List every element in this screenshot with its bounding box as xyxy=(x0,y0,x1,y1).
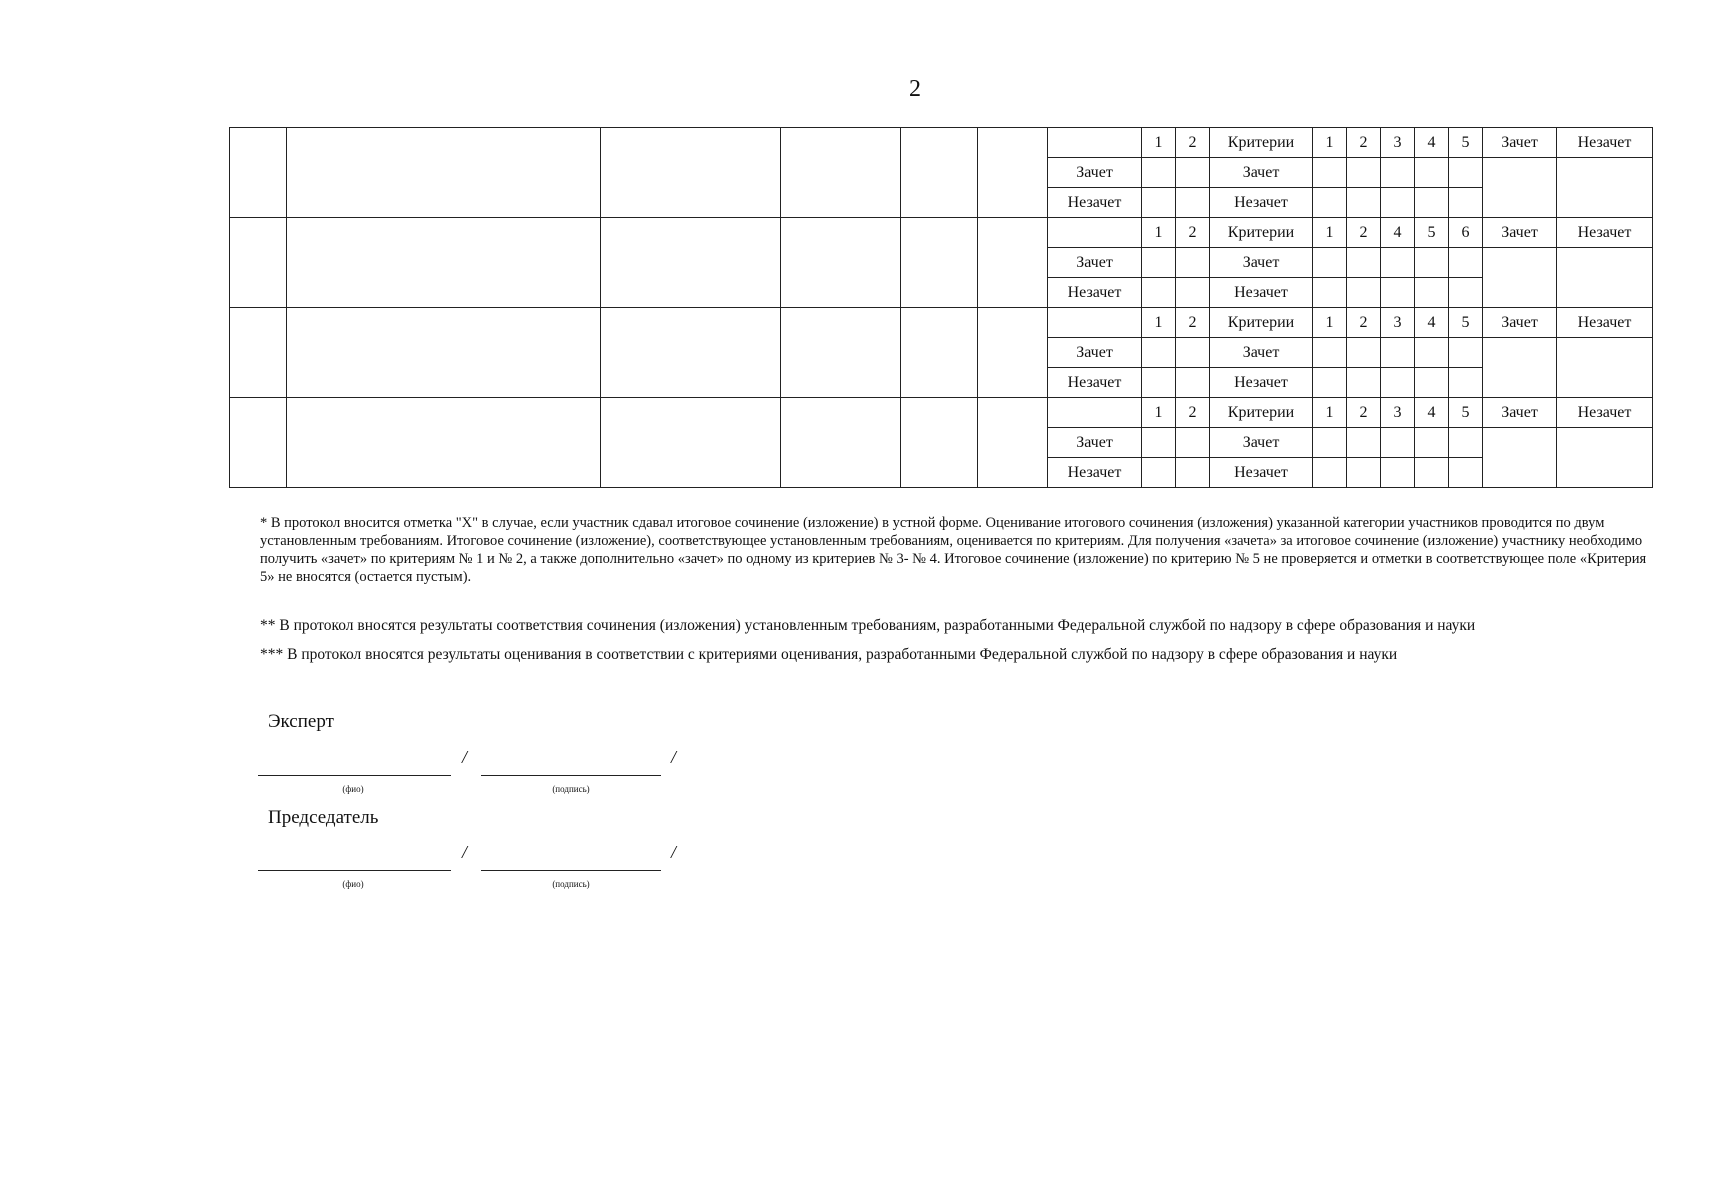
criteria-number: 4 xyxy=(1415,398,1449,428)
criteria-fail-label: Незачет xyxy=(1210,458,1313,488)
participant-field-4[interactable] xyxy=(781,128,901,218)
criteria-fail-mark[interactable] xyxy=(1415,278,1449,308)
criteria-fail-mark[interactable] xyxy=(1347,458,1381,488)
participant-field-4[interactable] xyxy=(781,308,901,398)
criteria-pass-mark[interactable] xyxy=(1313,338,1347,368)
criteria-pass-mark[interactable] xyxy=(1381,338,1415,368)
criteria-pass-mark[interactable] xyxy=(1449,428,1483,458)
result-fail-mark[interactable] xyxy=(1557,428,1653,488)
participant-field-1[interactable] xyxy=(230,398,287,488)
expert-label: Эксперт xyxy=(268,711,334,732)
criteria-fail-mark[interactable] xyxy=(1347,368,1381,398)
participant-field-3[interactable] xyxy=(601,128,781,218)
criteria-fail-mark[interactable] xyxy=(1415,188,1449,218)
criteria-fail-mark[interactable] xyxy=(1381,188,1415,218)
criteria-label: Критерии xyxy=(1210,308,1313,338)
participant-field-1[interactable] xyxy=(230,128,287,218)
criteria-fail-mark[interactable] xyxy=(1381,278,1415,308)
criteria-number: 5 xyxy=(1449,398,1483,428)
criteria-pass-mark[interactable] xyxy=(1415,248,1449,278)
criteria-label: Критерии xyxy=(1210,128,1313,158)
criteria-pass-mark[interactable] xyxy=(1415,158,1449,188)
requirement-fail-label: Незачет xyxy=(1048,458,1142,488)
requirement-fail-mark[interactable] xyxy=(1176,368,1210,398)
requirement-pass-mark[interactable] xyxy=(1176,158,1210,188)
criteria-number: 2 xyxy=(1347,218,1381,248)
chairman-slash-2: / xyxy=(671,842,677,862)
requirement-number: 1 xyxy=(1142,308,1176,338)
criteria-pass-label: Зачет xyxy=(1210,338,1313,368)
result-fail-mark[interactable] xyxy=(1557,158,1653,218)
criteria-pass-mark[interactable] xyxy=(1381,428,1415,458)
criteria-fail-mark[interactable] xyxy=(1449,458,1483,488)
criteria-pass-mark[interactable] xyxy=(1449,248,1483,278)
requirement-pass-mark[interactable] xyxy=(1142,428,1176,458)
requirement-pass-mark[interactable] xyxy=(1142,248,1176,278)
result-pass-header: Зачет xyxy=(1483,218,1557,248)
expert-signature-line[interactable] xyxy=(481,775,661,776)
requirement-fail-mark[interactable] xyxy=(1176,188,1210,218)
criteria-pass-mark[interactable] xyxy=(1347,248,1381,278)
criteria-pass-mark[interactable] xyxy=(1381,158,1415,188)
requirement-pass-mark[interactable] xyxy=(1142,338,1176,368)
criteria-pass-mark[interactable] xyxy=(1449,338,1483,368)
result-pass-header: Зачет xyxy=(1483,308,1557,338)
criteria-number: 2 xyxy=(1347,398,1381,428)
participant-field-4[interactable] xyxy=(781,218,901,308)
criteria-fail-mark[interactable] xyxy=(1449,278,1483,308)
requirement-number: 1 xyxy=(1142,218,1176,248)
criteria-number: 3 xyxy=(1381,128,1415,158)
requirement-number: 2 xyxy=(1176,218,1210,248)
criteria-fail-mark[interactable] xyxy=(1381,368,1415,398)
criteria-number: 5 xyxy=(1415,218,1449,248)
criteria-pass-mark[interactable] xyxy=(1381,248,1415,278)
chairman-slash-1: / xyxy=(462,842,468,862)
participant-field-6[interactable] xyxy=(978,128,1048,218)
criteria-number: 2 xyxy=(1347,308,1381,338)
participant-field-1[interactable] xyxy=(230,308,287,398)
protocol-table xyxy=(229,127,1653,488)
requirement-pass-label: Зачет xyxy=(1048,428,1142,458)
expert-name-caption: (фио) xyxy=(342,784,364,794)
requirement-fail-mark[interactable] xyxy=(1176,278,1210,308)
table-row xyxy=(230,218,1653,248)
requirement-fail-mark[interactable] xyxy=(1142,458,1176,488)
criteria-fail-mark[interactable] xyxy=(1313,368,1347,398)
criteria-number: 4 xyxy=(1415,308,1449,338)
criteria-pass-label: Зачет xyxy=(1210,428,1313,458)
criteria-number: 2 xyxy=(1347,128,1381,158)
criteria-pass-mark[interactable] xyxy=(1347,158,1381,188)
criteria-number: 5 xyxy=(1449,128,1483,158)
criteria-number: 4 xyxy=(1381,218,1415,248)
criteria-fail-label: Незачет xyxy=(1210,278,1313,308)
participant-field-6[interactable] xyxy=(978,308,1048,398)
requirement-corner-cell xyxy=(1048,218,1142,248)
requirement-number: 1 xyxy=(1142,128,1176,158)
participant-field-2[interactable] xyxy=(287,218,601,308)
requirement-pass-label: Зачет xyxy=(1048,158,1142,188)
requirement-fail-label: Незачет xyxy=(1048,188,1142,218)
criteria-fail-mark[interactable] xyxy=(1449,368,1483,398)
participant-field-5[interactable] xyxy=(901,398,978,488)
criteria-number: 3 xyxy=(1381,308,1415,338)
table-body xyxy=(230,128,1653,488)
participant-field-3[interactable] xyxy=(601,398,781,488)
footnote-requirements: ** В протокол вносятся результаты соответствия сочинения (изложения) установленным требованиям, разработанными Федеральной службой по надзору в сфере образования и науки xyxy=(260,617,1476,634)
table-row xyxy=(230,308,1653,338)
requirement-fail-mark[interactable] xyxy=(1142,368,1176,398)
result-pass-header: Зачет xyxy=(1483,128,1557,158)
result-fail-header: Незачет xyxy=(1557,218,1653,248)
requirement-number: 2 xyxy=(1176,128,1210,158)
criteria-pass-mark[interactable] xyxy=(1415,428,1449,458)
result-fail-mark[interactable] xyxy=(1557,338,1653,398)
requirement-number: 2 xyxy=(1176,398,1210,428)
criteria-fail-mark[interactable] xyxy=(1415,368,1449,398)
criteria-label: Критерии xyxy=(1210,218,1313,248)
expert-name-line[interactable] xyxy=(258,775,451,776)
participant-field-4[interactable] xyxy=(781,398,901,488)
expert-slash-2: / xyxy=(671,747,677,767)
requirement-fail-label: Незачет xyxy=(1048,278,1142,308)
chairman-name-line[interactable] xyxy=(258,870,451,871)
criteria-number: 1 xyxy=(1313,398,1347,428)
criteria-pass-mark[interactable] xyxy=(1313,158,1347,188)
criteria-fail-mark[interactable] xyxy=(1347,278,1381,308)
criteria-number: 1 xyxy=(1313,128,1347,158)
footnote-oral-form: * В протокол вносится отметка "Х" в случае, если участник сдавал итоговое сочинение (изложение) в устной форме. Оценивание итогового сочинения (изложения) указанной категории участников проводится по двум установленным требованиям. Итоговое сочинение (изложение), соответствующее установленным требованиям, оценивается по критериям. Для получения «зачета» за итоговое сочинение (изложение) участнику необходимо получить «зачет» по критериям № 1 и № 2, а также дополнительно «зачет» по одному из критериев № 3- № 4. Итоговое сочинение (изложение) по критерию № 5 не проверяется и отметки в соответствующее поле «Критерия 5» не вносятся (остается пустым). xyxy=(260,515,1647,585)
table-row xyxy=(230,398,1653,428)
participant-field-3[interactable] xyxy=(601,308,781,398)
result-fail-header: Незачет xyxy=(1557,128,1653,158)
result-pass-mark[interactable] xyxy=(1483,248,1557,308)
expert-slash-1: / xyxy=(462,747,468,767)
criteria-fail-mark[interactable] xyxy=(1347,188,1381,218)
criteria-pass-mark[interactable] xyxy=(1313,248,1347,278)
criteria-pass-mark[interactable] xyxy=(1415,338,1449,368)
participant-field-5[interactable] xyxy=(901,308,978,398)
chairman-signature-line[interactable] xyxy=(481,870,661,871)
result-pass-mark[interactable] xyxy=(1483,158,1557,218)
criteria-pass-mark[interactable] xyxy=(1313,428,1347,458)
participant-field-5[interactable] xyxy=(901,218,978,308)
requirement-corner-cell xyxy=(1048,308,1142,338)
criteria-number: 1 xyxy=(1313,308,1347,338)
requirement-pass-mark[interactable] xyxy=(1176,428,1210,458)
participant-field-1[interactable] xyxy=(230,218,287,308)
requirement-fail-mark[interactable] xyxy=(1142,188,1176,218)
result-pass-mark[interactable] xyxy=(1483,428,1557,488)
criteria-fail-mark[interactable] xyxy=(1313,188,1347,218)
chairman-signature-caption: (подпись) xyxy=(552,879,590,889)
chairman-name-caption: (фио) xyxy=(342,879,364,889)
criteria-number: 1 xyxy=(1313,218,1347,248)
footnote-criteria: *** В протокол вносятся результаты оценивания в соответствии с критериями оценивания, разработанными Федеральной службой по надзору в сфере образования и науки xyxy=(260,646,1398,663)
criteria-fail-label: Незачет xyxy=(1210,188,1313,218)
criteria-fail-mark[interactable] xyxy=(1449,188,1483,218)
criteria-pass-label: Зачет xyxy=(1210,158,1313,188)
criteria-label: Критерии xyxy=(1210,398,1313,428)
requirement-number: 2 xyxy=(1176,308,1210,338)
participant-field-2[interactable] xyxy=(287,398,601,488)
criteria-number: 3 xyxy=(1381,398,1415,428)
requirement-number: 1 xyxy=(1142,398,1176,428)
requirement-corner-cell xyxy=(1048,398,1142,428)
criteria-number: 4 xyxy=(1415,128,1449,158)
expert-signature-caption: (подпись) xyxy=(552,784,590,794)
criteria-pass-mark[interactable] xyxy=(1449,158,1483,188)
participant-field-5[interactable] xyxy=(901,128,978,218)
criteria-number: 6 xyxy=(1449,218,1483,248)
result-fail-header: Незачет xyxy=(1557,398,1653,428)
requirement-pass-mark[interactable] xyxy=(1176,248,1210,278)
table-row xyxy=(230,128,1653,158)
requirement-corner-cell xyxy=(1048,128,1142,158)
participant-field-2[interactable] xyxy=(287,128,601,218)
criteria-fail-mark[interactable] xyxy=(1313,458,1347,488)
participant-field-6[interactable] xyxy=(978,218,1048,308)
result-pass-header: Зачет xyxy=(1483,398,1557,428)
criteria-pass-label: Зачет xyxy=(1210,248,1313,278)
requirement-fail-label: Незачет xyxy=(1048,368,1142,398)
criteria-pass-mark[interactable] xyxy=(1347,428,1381,458)
criteria-fail-mark[interactable] xyxy=(1415,458,1449,488)
participant-field-6[interactable] xyxy=(978,398,1048,488)
chairman-label: Председатель xyxy=(268,807,379,828)
requirement-pass-label: Зачет xyxy=(1048,248,1142,278)
criteria-fail-mark[interactable] xyxy=(1381,458,1415,488)
requirement-pass-label: Зачет xyxy=(1048,338,1142,368)
result-fail-header: Незачет xyxy=(1557,308,1653,338)
page-number: 2 xyxy=(909,76,921,102)
requirement-fail-mark[interactable] xyxy=(1142,278,1176,308)
criteria-pass-mark[interactable] xyxy=(1347,338,1381,368)
requirement-pass-mark[interactable] xyxy=(1176,338,1210,368)
result-pass-mark[interactable] xyxy=(1483,338,1557,398)
requirement-pass-mark[interactable] xyxy=(1142,158,1176,188)
result-fail-mark[interactable] xyxy=(1557,248,1653,308)
criteria-fail-mark[interactable] xyxy=(1313,278,1347,308)
criteria-number: 5 xyxy=(1449,308,1483,338)
criteria-fail-label: Незачет xyxy=(1210,368,1313,398)
requirement-fail-mark[interactable] xyxy=(1176,458,1210,488)
participant-field-2[interactable] xyxy=(287,308,601,398)
participant-field-3[interactable] xyxy=(601,218,781,308)
